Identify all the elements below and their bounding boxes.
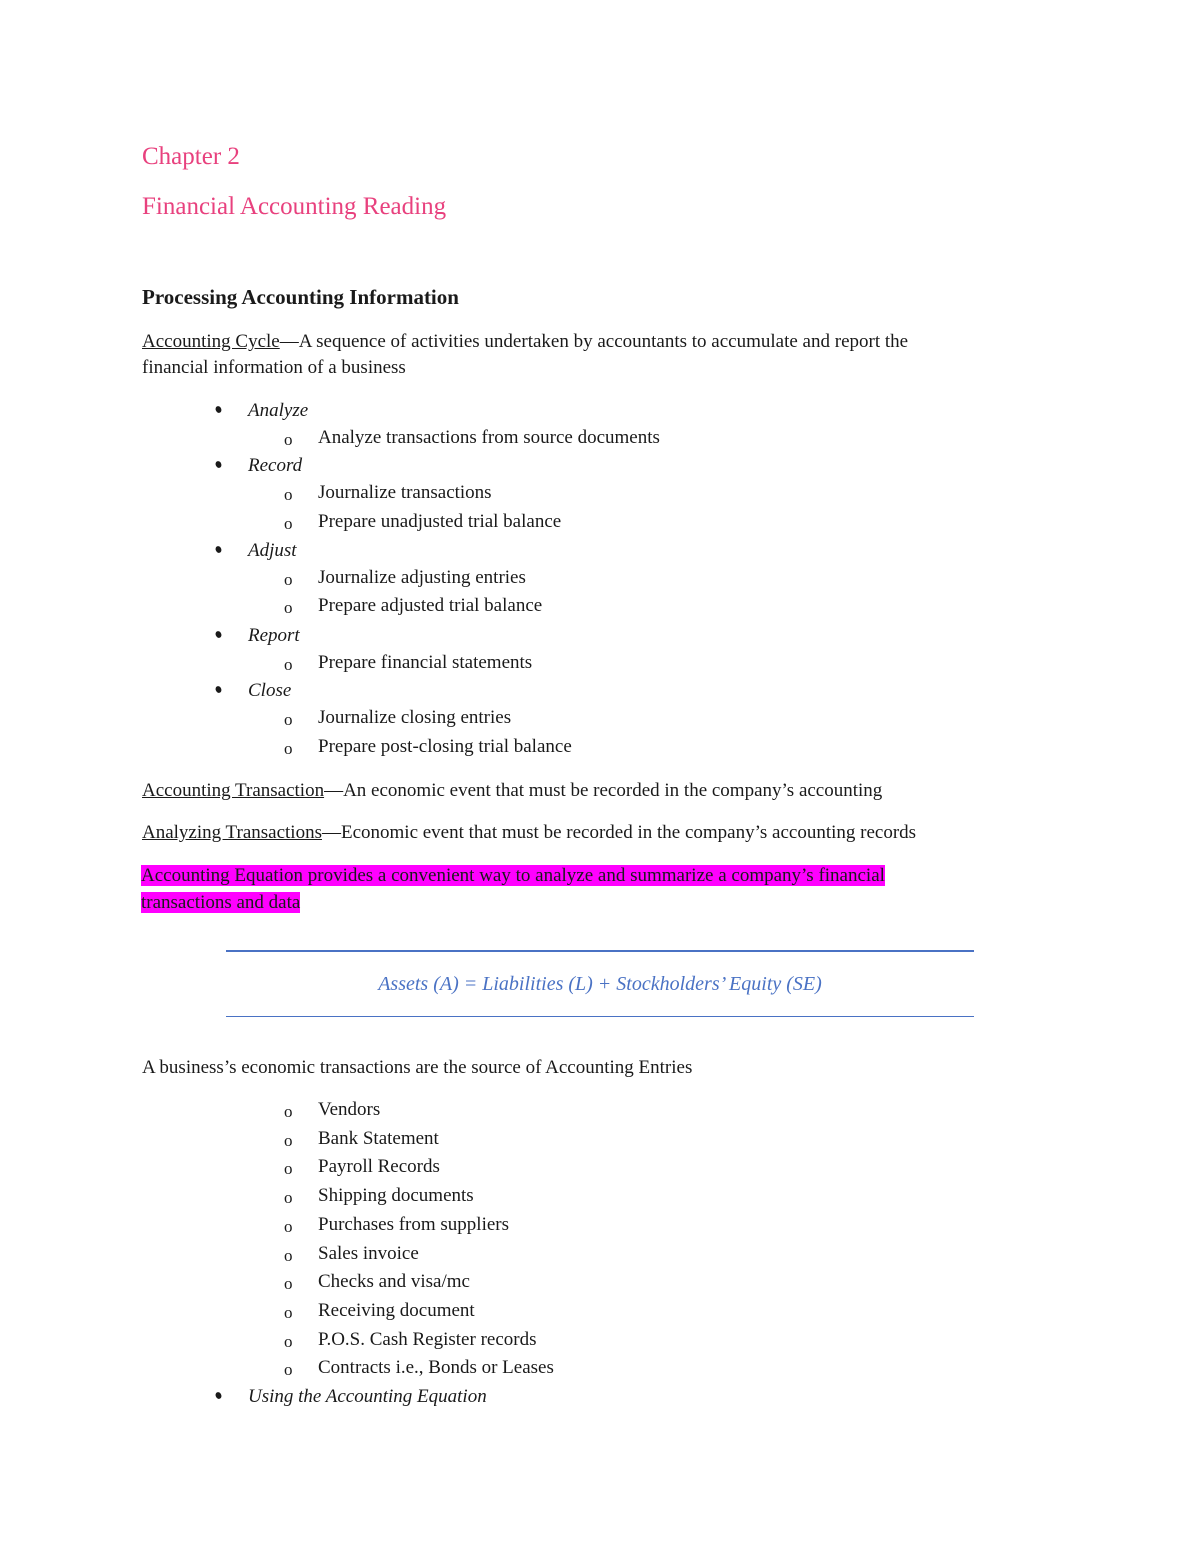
source-item: Purchases from suppliers [318,1214,510,1235]
bullet-icon [214,460,222,469]
equation-bottom-rule [226,1016,974,1017]
sub-bullet-icon: o [284,1217,293,1236]
cycle-step-item: Journalize transactions [318,482,492,503]
cycle-step-item: Journalize closing entries [318,707,512,728]
cycle-step-record: Record [248,455,303,476]
accounting-cycle-term: Accounting Cycle [142,331,280,352]
analyzing-transactions-text: —Economic event that must be recorded in the company’s accounting records [321,822,917,843]
sub-bullet-icon: o [284,1360,293,1379]
sub-bullet-icon: o [284,1131,293,1150]
cycle-step-item: Journalize adjusting entries [318,567,526,588]
accounting-cycle-definition-line2: financial information of a business [142,357,406,378]
final-bullet: Using the Accounting Equation [248,1386,487,1407]
cycle-step-item: Prepare unadjusted trial balance [318,511,562,532]
cycle-step-analyze: Analyze [248,400,309,421]
bullet-icon [214,630,222,639]
source-item: Vendors [318,1099,381,1120]
sub-bullet-icon: o [284,1303,293,1322]
cycle-step-item: Prepare financial statements [318,652,533,673]
cycle-step-adjust: Adjust [248,540,297,561]
sub-bullet-icon: o [284,710,293,729]
sub-bullet-icon: o [284,598,293,617]
document-subtitle: Financial Accounting Reading [142,193,447,220]
source-item: Bank Statement [318,1128,439,1149]
analyzing-transactions-term: Analyzing Transactions [142,822,322,843]
highlighted-line-1: Accounting Equation provides a convenient way to analyze and summarize a company’s financial [141,865,885,886]
sub-bullet-icon: o [284,1274,293,1293]
cycle-step-report: Report [248,625,300,646]
sources-intro: A business’s economic transactions are the source of Accounting Entries [142,1057,693,1078]
cycle-step-item: Prepare post-closing trial balance [318,736,572,757]
bullet-icon [214,545,222,554]
source-item: Sales invoice [318,1243,419,1264]
source-item: Shipping documents [318,1185,474,1206]
sub-bullet-icon: o [284,1159,293,1178]
sub-bullet-icon: o [284,1188,293,1207]
bullet-icon [214,405,222,414]
accounting-transaction-text: —An economic event that must be recorded in the company’s accounting [324,780,883,801]
sub-bullet-icon: o [284,1332,293,1351]
sub-bullet-icon: o [284,1102,293,1121]
source-item: Receiving document [318,1300,475,1321]
section-heading: Processing Accounting Information [142,285,459,309]
sub-bullet-icon: o [284,739,293,758]
cycle-step-item: Prepare adjusted trial balance [318,595,543,616]
chapter-title: Chapter 2 [142,143,240,170]
bullet-icon [214,1391,222,1400]
sub-bullet-icon: o [284,430,293,449]
source-item: Payroll Records [318,1156,440,1177]
cycle-step-item: Analyze transactions from source documents [318,427,660,448]
analyzing-transactions-definition [142,822,916,844]
sub-bullet-icon: o [284,570,293,589]
accounting-equation: Assets (A) = Liabilities (L) + Stockholders’ Equity (SE) [378,973,822,995]
accounting-transaction-term: Accounting Transaction [142,780,325,801]
sub-bullet-icon: o [284,1246,293,1265]
accounting-transaction-definition [142,780,882,802]
source-item: Contracts i.e., Bonds or Leases [318,1357,554,1378]
highlighted-line-2: transactions and data [141,892,301,913]
sub-bullet-icon: o [284,655,293,674]
sub-bullet-icon: o [284,485,293,504]
cycle-step-close: Close [248,680,292,701]
sub-bullet-icon: o [284,514,293,533]
equation-top-rule [226,950,974,952]
accounting-cycle-definition [142,331,908,353]
highlighted-statement [141,862,993,916]
accounting-cycle-text: —A sequence of activities undertaken by accountants to accumulate and report the [279,331,909,352]
bullet-icon [214,685,222,694]
source-item: Checks and visa/mc [318,1271,470,1292]
source-item: P.O.S. Cash Register records [318,1329,537,1350]
